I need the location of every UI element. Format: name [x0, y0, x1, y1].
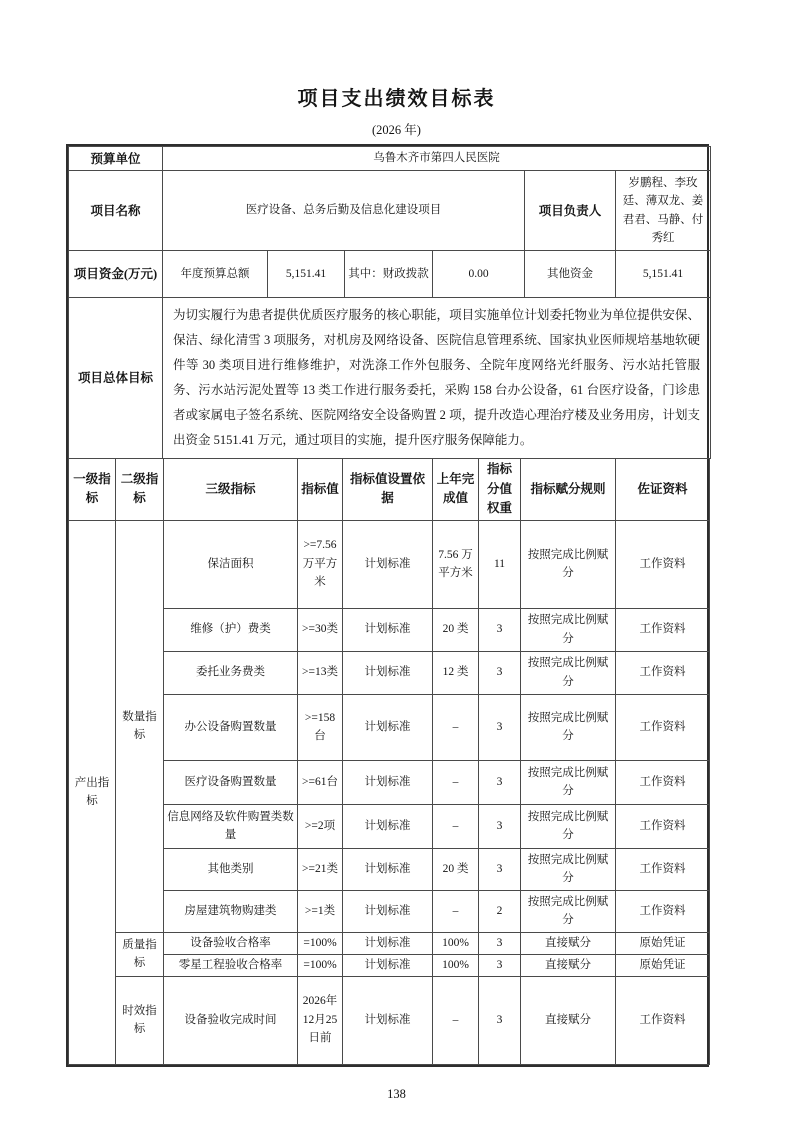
annual-budget-value: 5,151.41 [268, 251, 345, 298]
weight-value: 3 [479, 760, 521, 804]
column-header-evidence: 佐证资料 [616, 459, 710, 520]
indicator-target: 2026年12月25日前 [298, 976, 343, 1064]
indicator-target: =100% [298, 932, 343, 954]
fiscal-appropriation-label: 其中：财政拨款 [345, 251, 433, 298]
indicator-target: >=2项 [298, 804, 343, 848]
other-funds-label: 其他资金 [525, 251, 616, 298]
indicator-row [69, 848, 710, 890]
indicator-basis: 计划标准 [343, 954, 433, 976]
indicator-target: >=13类 [298, 651, 343, 694]
column-header-target: 指标值 [298, 459, 343, 520]
indicator-basis: 计划标准 [343, 804, 433, 848]
indicator-table [68, 459, 710, 1065]
prev-year-value: 7.56 万平方米 [433, 520, 479, 608]
indicator-name: 设备验收完成时间 [164, 976, 298, 1064]
indicator-target: >=7.56万平方米 [298, 520, 343, 608]
page-number: 138 [387, 1086, 406, 1101]
budget-unit-label: 预算单位 [69, 147, 163, 171]
indicator-basis: 计划标准 [343, 932, 433, 954]
column-header-rule: 指标赋分规则 [521, 459, 616, 520]
indicator-name: 设备验收合格率 [164, 932, 298, 954]
evidence-material: 原始凭证 [616, 932, 710, 954]
prev-year-value: 20 类 [433, 608, 479, 651]
performance-target-table [66, 144, 709, 1067]
indicator-target: >=30类 [298, 608, 343, 651]
prev-year-value: – [433, 804, 479, 848]
indicator-row [69, 954, 710, 976]
column-header-basis: 指标值设置依据 [343, 459, 433, 520]
indicator-row [69, 760, 710, 804]
weight-value: 3 [479, 932, 521, 954]
evidence-material: 工作资料 [616, 804, 710, 848]
weight-value: 3 [479, 976, 521, 1064]
weight-value: 2 [479, 890, 521, 932]
overall-goal-text: 为切实履行为患者提供优质医疗服务的核心职能，项目实施单位计划委托物业为单位提供安保、保洁、绿化清雪 3 项服务，对机房及网络设备、医院信息管理系统、国家执业医师规培基地软硬件等 30 类项目进行维修维护，对洗涤工作外包服务、全院年度网络光纤服务、污水站托管服务、污水站污泥处置等 13 类工作进行服务委托，采购 158 台办公设备，61 台医疗设备，门诊患者或家属电子签名系统、医院网络安全设备购置 2 项，提升改造心理治疗楼及业务用房，计划支出资金 5151.41 万元，通过项目的实施，提升医疗服务保障能力。 [163, 298, 711, 459]
project-name-row [69, 171, 711, 251]
evidence-material: 原始凭证 [616, 954, 710, 976]
weight-value: 11 [479, 520, 521, 608]
indicator-row [69, 520, 710, 608]
scoring-rule: 按照完成比例赋分 [521, 608, 616, 651]
indicator-row [69, 890, 710, 932]
level2-quality-cell: 质量指标 [116, 932, 164, 976]
scoring-rule: 按照完成比例赋分 [521, 520, 616, 608]
evidence-material: 工作资料 [616, 608, 710, 651]
project-leader-value: 岁鹏程、李玫廷、薄双龙、姜君君、马静、付秀红 [616, 171, 711, 251]
scoring-rule: 按照完成比例赋分 [521, 651, 616, 694]
weight-value: 3 [479, 804, 521, 848]
evidence-material: 工作资料 [616, 651, 710, 694]
scoring-rule: 按照完成比例赋分 [521, 890, 616, 932]
indicator-basis: 计划标准 [343, 890, 433, 932]
indicator-basis: 计划标准 [343, 520, 433, 608]
project-name-label: 项目名称 [69, 171, 163, 251]
column-header-prev-year: 上年完成值 [433, 459, 479, 520]
weight-value: 3 [479, 651, 521, 694]
indicator-row [69, 694, 710, 760]
prev-year-value: – [433, 694, 479, 760]
prev-year-value: – [433, 760, 479, 804]
indicator-header-row [69, 459, 710, 520]
indicator-name: 办公设备购置数量 [164, 694, 298, 760]
column-header-level2: 二级指标 [116, 459, 164, 520]
evidence-material: 工作资料 [616, 890, 710, 932]
other-funds-value: 5,151.41 [616, 251, 711, 298]
evidence-material: 工作资料 [616, 976, 710, 1064]
indicator-basis: 计划标准 [343, 760, 433, 804]
level2-timeliness-cell: 时效指标 [116, 976, 164, 1064]
project-info-table [68, 146, 711, 459]
scoring-rule: 直接赋分 [521, 932, 616, 954]
prev-year-value: – [433, 976, 479, 1064]
indicator-row [69, 804, 710, 848]
column-header-weight: 指标分值权重 [479, 459, 521, 520]
indicator-row [69, 608, 710, 651]
prev-year-value: 12 类 [433, 651, 479, 694]
prev-year-value: 100% [433, 932, 479, 954]
scoring-rule: 按照完成比例赋分 [521, 694, 616, 760]
indicator-name: 医疗设备购置数量 [164, 760, 298, 804]
level1-indicator-cell: 产出指标 [69, 520, 116, 1064]
level2-quantity-cell: 数量指标 [116, 520, 164, 932]
indicator-target: >=1类 [298, 890, 343, 932]
scoring-rule: 直接赋分 [521, 954, 616, 976]
indicator-name: 委托业务费类 [164, 651, 298, 694]
column-header-level3: 三级指标 [164, 459, 298, 520]
weight-value: 3 [479, 694, 521, 760]
annual-budget-label: 年度预算总额 [163, 251, 268, 298]
scoring-rule: 按照完成比例赋分 [521, 848, 616, 890]
indicator-basis: 计划标准 [343, 651, 433, 694]
evidence-material: 工作资料 [616, 520, 710, 608]
project-leader-label: 项目负责人 [525, 171, 616, 251]
indicator-row [69, 651, 710, 694]
prev-year-value: 20 类 [433, 848, 479, 890]
weight-value: 3 [479, 848, 521, 890]
indicator-row [69, 932, 710, 954]
indicator-target: >=61台 [298, 760, 343, 804]
scoring-rule: 按照完成比例赋分 [521, 760, 616, 804]
overall-goal-label: 项目总体目标 [69, 298, 163, 459]
scoring-rule: 直接赋分 [521, 976, 616, 1064]
evidence-material: 工作资料 [616, 694, 710, 760]
project-funds-label: 项目资金(万元) [69, 251, 163, 298]
scoring-rule: 按照完成比例赋分 [521, 804, 616, 848]
indicator-basis: 计划标准 [343, 608, 433, 651]
indicator-basis: 计划标准 [343, 694, 433, 760]
indicator-name: 其他类别 [164, 848, 298, 890]
indicator-name: 信息网络及软件购置类数量 [164, 804, 298, 848]
indicator-name: 保洁面积 [164, 520, 298, 608]
column-header-level1: 一级指标 [69, 459, 116, 520]
evidence-material: 工作资料 [616, 848, 710, 890]
indicator-target: >=158台 [298, 694, 343, 760]
project-funds-row [69, 251, 711, 298]
indicator-basis: 计划标准 [343, 848, 433, 890]
indicator-basis: 计划标准 [343, 976, 433, 1064]
indicator-target: >=21类 [298, 848, 343, 890]
indicator-row [69, 976, 710, 1064]
page-subtitle: (2026 年) [372, 123, 421, 137]
weight-value: 3 [479, 954, 521, 976]
indicator-name: 维修（护）费类 [164, 608, 298, 651]
overall-goal-row [69, 298, 711, 459]
budget-unit-value: 乌鲁木齐市第四人民医院 [163, 147, 711, 171]
page-title: 项目支出绩效目标表 [297, 88, 496, 110]
evidence-material: 工作资料 [616, 760, 710, 804]
indicator-name: 零星工程验收合格率 [164, 954, 298, 976]
indicator-target: =100% [298, 954, 343, 976]
project-name-value: 医疗设备、总务后勤及信息化建设项目 [163, 171, 525, 251]
budget-unit-row [69, 147, 711, 171]
fiscal-appropriation-value: 0.00 [433, 251, 525, 298]
prev-year-value: 100% [433, 954, 479, 976]
indicator-name: 房屋建筑物购建类 [164, 890, 298, 932]
weight-value: 3 [479, 608, 521, 651]
prev-year-value: – [433, 890, 479, 932]
